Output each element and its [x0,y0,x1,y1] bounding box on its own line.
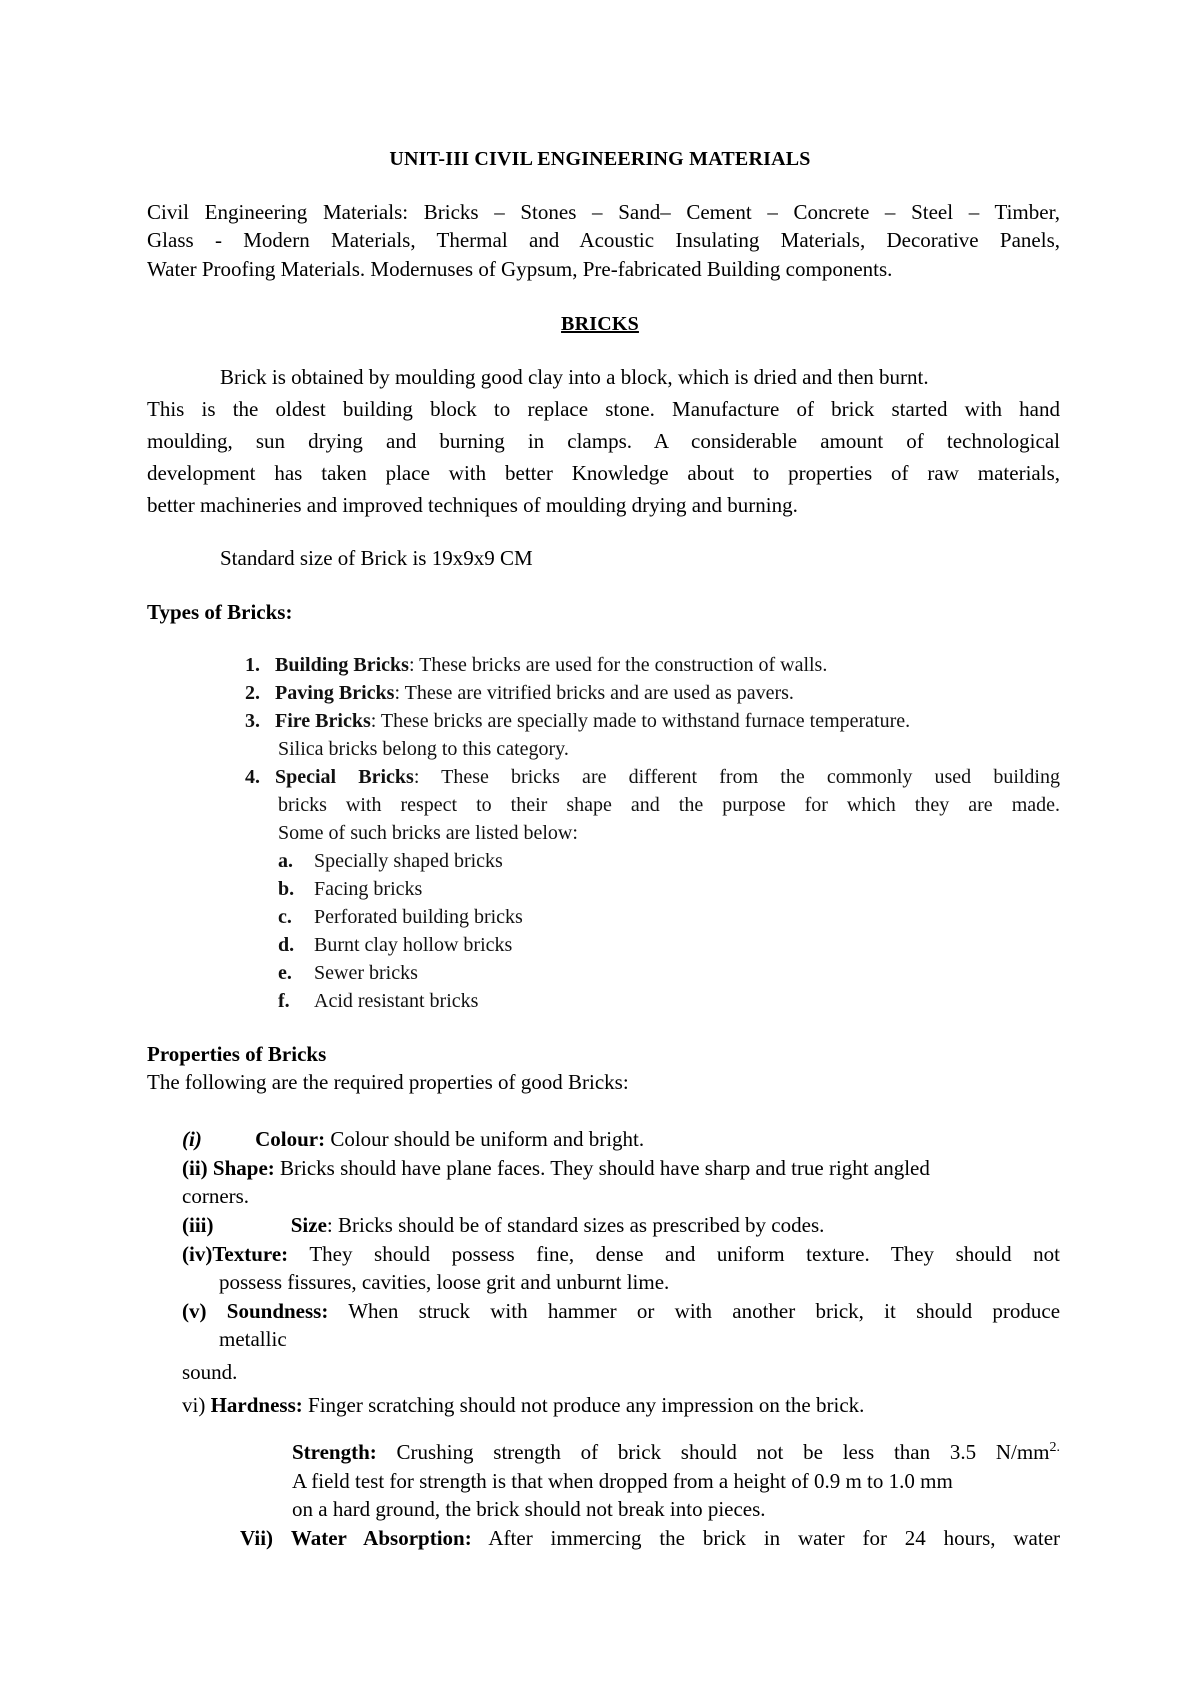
list-term: Special Bricks [275,766,414,788]
property-text-continuation: metallic [219,1327,287,1351]
intro-line: This is the oldest building block to replace stone. Manufacture of brick started with hand [147,397,1060,421]
property-text: When struck with hammer or with another brick, it should produce [348,1299,1061,1323]
property-text: : Bricks should be of standard sizes as prescribed by codes. [326,1213,825,1237]
sub-list-letter: c. [278,906,292,928]
section-heading: BRICKS [561,313,639,335]
property-term: Hardness: [210,1393,303,1417]
property-term: Shape: [212,1156,275,1180]
property-number: vi) [182,1393,206,1417]
sub-list-text: Burnt clay hollow bricks [314,934,513,956]
property-text: They should possess fine, dense and uniform texture. They should not [309,1242,1060,1266]
list-text-continuation: bricks with respect to their shape and the purpose for which they are made. [278,794,1060,816]
list-text: : These bricks are used for the construction of walls. [408,654,828,676]
property-number: Vii) [240,1526,274,1550]
standard-size-text: Standard size of Brick is 19x9x9 CM [220,546,533,570]
list-number: 3. [245,710,260,732]
list-item [245,651,827,679]
property-number: (iv) [182,1242,213,1266]
properties-heading: Properties of Bricks [147,1042,327,1066]
syllabus-line: Civil Engineering Materials: Bricks – Stones – Sand– Cement – Concrete – Steel – Timber, [147,200,1060,224]
list-text: : These bricks are different from the commonly used building [413,766,1060,788]
property-term: Strength: [292,1440,377,1464]
property-shape [182,1156,930,1181]
property-text-continuation: A field test for strength is that when dropped from a height of 0.9 m to 1.0 mm [292,1469,953,1493]
property-text: Colour should be uniform and bright. [330,1127,645,1151]
property-number: (ii) [182,1156,208,1180]
list-number: 1. [245,654,260,676]
property-texture [182,1242,1060,1267]
sub-list-item [278,847,503,875]
property-term: Texture: [212,1242,289,1266]
properties-intro: The following are the required properties of good Bricks: [147,1070,629,1094]
property-text: Finger scratching should not produce any impression on the brick. [308,1393,865,1417]
intro-line: development has taken place with better Knowledge about to properties of raw materials, [147,461,1060,485]
property-text-continuation: on a hard ground, the brick should not break into pieces. [292,1497,766,1521]
property-hardness [182,1393,864,1418]
property-number: (v) [182,1299,207,1323]
list-text: : These bricks are specially made to withstand furnace temperature. [370,710,911,732]
sub-list-letter: a. [278,850,293,872]
property-term: Soundness: [226,1299,329,1323]
intro-line: moulding, sun drying and burning in clamps. A considerable amount of technological [147,429,1060,453]
sub-list-item [278,875,422,903]
property-text: Crushing strength of brick should not be less than 3.5 N/mm [396,1440,1050,1464]
list-text: : These are vitrified bricks and are used as pavers. [394,682,794,704]
list-item [245,707,910,735]
sub-list-letter: b. [278,878,295,900]
property-text-continuation: corners. [182,1184,250,1208]
list-number: 4. [245,766,260,788]
property-strength [292,1440,1060,1465]
list-term: Fire Bricks [275,710,371,732]
property-number: (i) [182,1127,202,1151]
sub-list-text: Perforated building bricks [314,906,523,928]
list-item [245,679,794,707]
sub-list-item [278,987,478,1015]
list-text-continuation: Silica bricks belong to this category. [278,738,569,760]
sub-list-text: Sewer bricks [314,962,418,984]
property-text: After immercing the brick in water for 24 hours, water [488,1526,1061,1550]
property-text-continuation: possess fissures, cavities, loose grit and unburnt lime. [219,1270,670,1294]
superscript: 2. [1049,1440,1061,1455]
types-heading: Types of Bricks: [147,600,293,624]
property-term: Size [290,1213,327,1237]
list-text-continuation: Some of such bricks are listed below: [278,822,578,844]
sub-list-letter: e. [278,962,292,984]
intro-line: Brick is obtained by moulding good clay into a block, which is dried and then burnt. [220,365,929,389]
intro-line: better machineries and improved techniques of moulding drying and burning. [147,493,798,517]
sub-list-item [278,903,523,931]
syllabus-line: Water Proofing Materials. Modernuses of Gypsum, Pre-fabricated Building components. [147,257,893,281]
sub-list-letter: d. [278,934,295,956]
property-text: Bricks should have plane faces. They should have sharp and true right angled [280,1156,930,1180]
list-term: Paving Bricks [275,682,395,704]
sub-list-item [278,931,512,959]
list-item [245,763,1060,791]
property-number: (iii) [182,1213,214,1237]
page-title: UNIT-III CIVIL ENGINEERING MATERIALS [389,148,811,170]
property-water-absorption [240,1526,1060,1551]
property-term: Water Absorption: [290,1526,472,1550]
property-term: Colour: [255,1127,326,1151]
property-text-continuation: sound. [182,1360,238,1384]
sub-list-item [278,959,418,987]
list-term: Building Bricks [275,654,409,676]
sub-list-text: Facing bricks [314,878,423,900]
property-colour [182,1127,644,1152]
sub-list-letter: f. [278,990,290,1012]
property-soundness [182,1299,1060,1324]
syllabus-line: Glass - Modern Materials, Thermal and Acoustic Insulating Materials, Decorative Panels, [147,228,1060,252]
sub-list-text: Specially shaped bricks [314,850,503,872]
sub-list-text: Acid resistant bricks [314,990,479,1012]
property-size [182,1213,824,1238]
list-number: 2. [245,682,260,704]
